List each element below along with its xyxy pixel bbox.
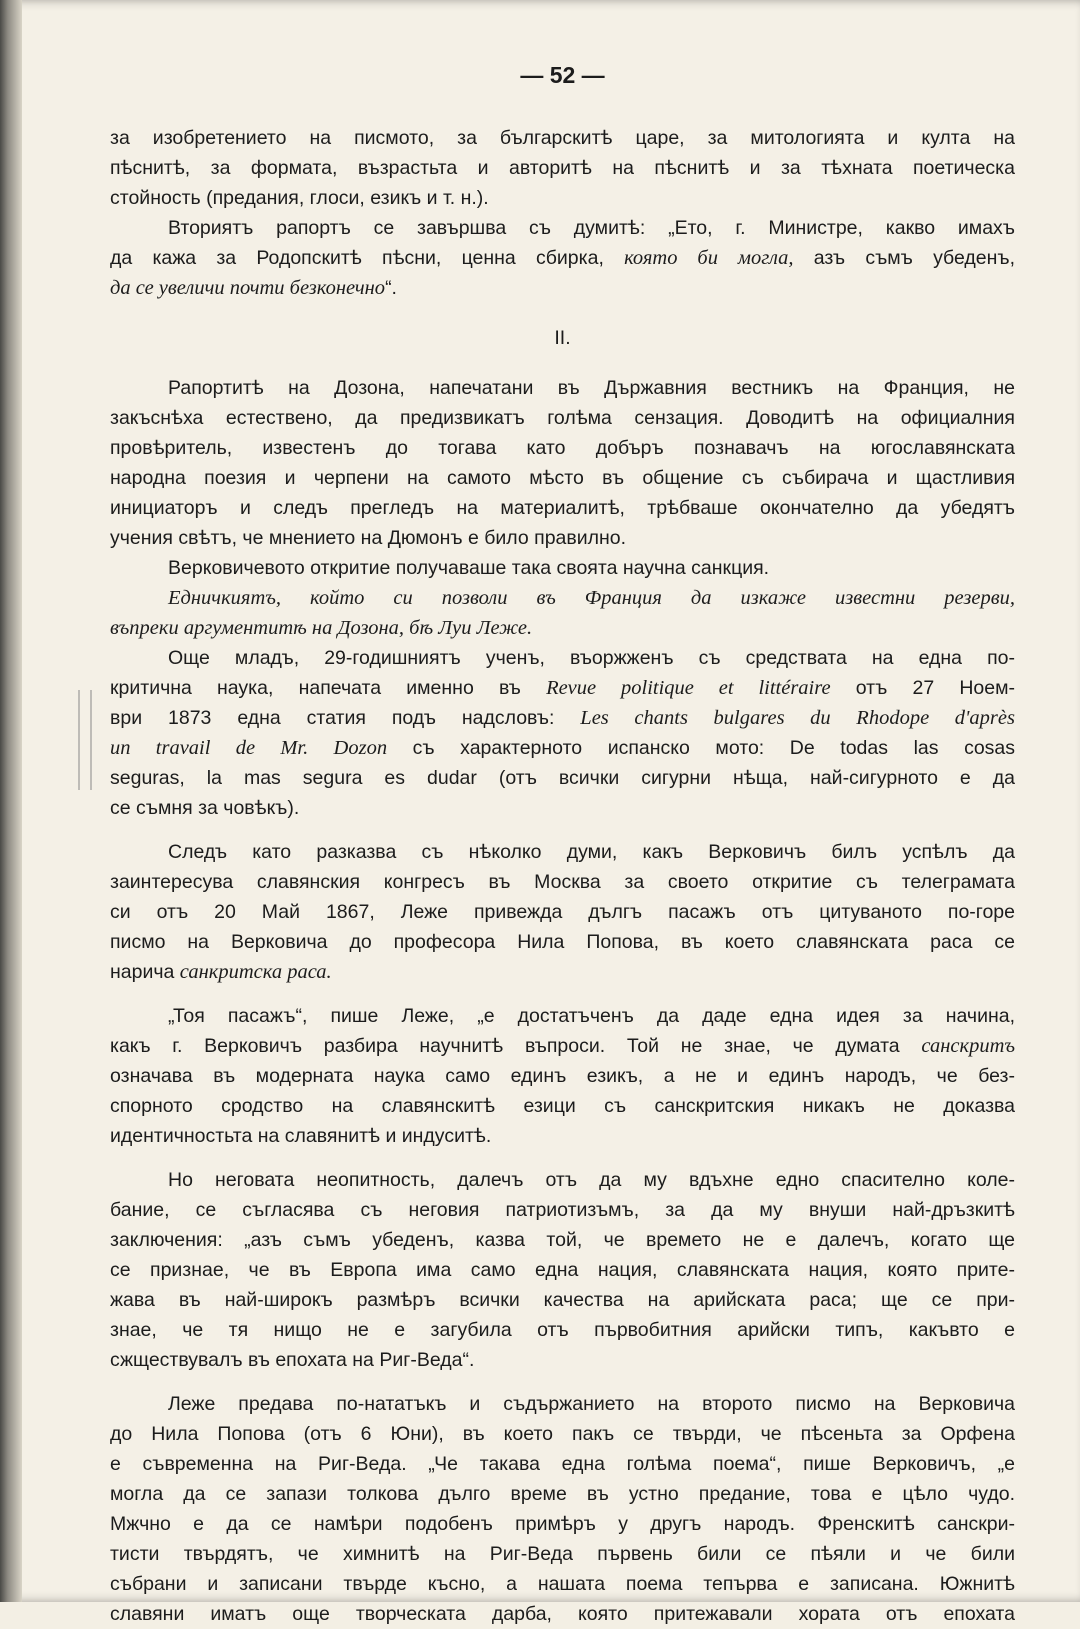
text-line: стойность (предания, глоси, езикъ и т. н.). — [110, 187, 489, 209]
italic-quote: да се увеличи почти безконечно — [110, 277, 386, 299]
text-line: учения свѣтъ, че мнението на Дюмонъ е било правилно. — [110, 527, 627, 549]
text-line: Но неговата неопитность, далечъ отъ да му вдъхне едно спасително коле- — [168, 1169, 1015, 1191]
text-line: Мжчно е да се намѣри подобенъ примѣръ у другъ народъ. Френскитѣ санскри- — [110, 1513, 1015, 1535]
text-line: какъ г. Верковичъ разбира научнитѣ въпроси. Той не знае, че думата санскритъ — [110, 1035, 1016, 1057]
paragraph-2 — [110, 213, 1015, 303]
paragraph-3 — [110, 373, 1015, 553]
text-line: сжществувалъ въ епохата на Риг-Веда“. — [110, 1349, 475, 1371]
text-line: пѣснитѣ, за формата, възрастьта и авторитѣ на пѣснитѣ и за тѣхната поетическа — [110, 157, 1015, 179]
text-line: да се увеличи почти безконечно“. — [110, 277, 397, 299]
text-line: за изобретението на писмото, за българскитѣ царе, за митологията и култа на — [110, 127, 1015, 149]
paragraph-7 — [110, 837, 1015, 987]
paragraph-6 — [110, 643, 1015, 823]
text-line: да кажа за Родопскитѣ пѣсни, ценна сбирка, която би могла, азъ съмъ убеденъ, — [110, 247, 1016, 269]
book-spine-shadow — [0, 0, 22, 1602]
italic-quote: която би могла, — [624, 247, 794, 269]
text-line: се съмня за човѣкъ). — [110, 797, 300, 819]
text-line: си отъ 20 Май 1867, Леже привежда дългъ пасажъ отъ цитуваното по-горе — [110, 901, 1015, 923]
text-line: нарича санкритска раса. — [110, 961, 332, 983]
text-line: Едничкиятъ, който си позволи въ Франция да изкаже известни резерви, — [168, 587, 1015, 609]
text-line: заинтересува славянския конгресъ въ Москва за своето откритие съ телеграмата — [110, 871, 1015, 893]
italic-title: un travail de Mr. Dozon — [110, 737, 388, 759]
text-line: означава въ модерната наука само единъ езикъ, а не и единъ народъ, че без- — [110, 1065, 1015, 1087]
text-line: въпреки аргументитѣ на Дозона, бѣ Луи Леже. — [110, 617, 533, 639]
paragraph-10 — [110, 1389, 1015, 1629]
text-line: Вториятъ рапортъ се завършва съ думитѣ: „Ето, г. Министре, какво имахъ — [168, 217, 1015, 239]
text-line: Следъ като разказва съ нѣколко думи, какъ Верковичъ билъ успѣлъ да — [168, 841, 1015, 863]
text-line: славяни иматъ още творческата дарба, която притежавали хората отъ епохата — [110, 1603, 1015, 1625]
text-line: ври 1873 една статия подъ надсловъ: Les chants bulgares du Rhodope d'après — [110, 707, 1015, 729]
text-line: знае, че тя нищо не е загубила отъ първобитния арийски типъ, какъвто е — [110, 1319, 1015, 1341]
paragraph-1 — [110, 123, 1015, 213]
italic-title: Les chants bulgares du Rhodope d'après — [580, 707, 1015, 729]
page-content — [110, 62, 1015, 1629]
text-line: „Тоя пасажъ“, пише Леже, „е достатъченъ да даде една идея за начина, — [168, 1005, 1015, 1027]
text-line: е съвременна на Риг-Веда. „Че такава една голѣма поема“, пише Верковичъ, „е — [110, 1453, 1015, 1475]
text-line: народна поезия и черпени на самото мѣсто въ общение съ събирача и щастливия — [110, 467, 1015, 489]
margin-pencil-mark — [78, 690, 92, 790]
text-line: писмо на Верковича до професора Нила Попова, въ което славянската раса се — [110, 931, 1015, 953]
text-line: закъснѣха естествено, да предизвикатъ голѣма сензация. Доводитѣ на официалния — [110, 407, 1015, 429]
text-line: се признае, че въ Европа има само една нация, славянската нация, която прите- — [110, 1259, 1015, 1281]
text-line: жава въ най-широкъ размѣръ всички качества на арийската раса; ще се при- — [110, 1289, 1015, 1311]
text-line: Още младъ, 29-годишниятъ ученъ, въоржженъ съ средствата на една по- — [168, 647, 1015, 669]
text-line: бание, се съгласява съ неговия патриотизъмъ, за да му внуши най-дръзкитѣ — [110, 1199, 1015, 1221]
italic-title: Revue politique et littéraire — [546, 677, 831, 699]
italic-term: санкритска раса. — [179, 961, 332, 983]
page-number: — 52 — — [520, 62, 605, 88]
text-line: критична наука, напечата именно въ Revue politique et littéraire отъ 27 Ноем- — [110, 677, 1016, 699]
paragraph-9 — [110, 1165, 1015, 1375]
text-line: могла да се запази толкова дълго време въ устно предание, това е цѣло чудо. — [110, 1483, 1015, 1505]
text-line: un travail de Mr. Dozon съ характерното испанско мото: De todas las cosas — [110, 737, 1016, 759]
text-line: до Нила Попова (отъ 6 Юни), въ което пакъ се твърди, че пѣсеньта за Орфена — [110, 1423, 1015, 1445]
text-line: провѣритель, известенъ до тогава като добъръ познавачъ на югославянската — [110, 437, 1015, 459]
text-line: seguras, la mas segura es dudar (отъ всички сигурни нѣща, най-сигурното е да — [110, 767, 1015, 789]
text-line: Рапортитѣ на Дозона, напечатани въ Държавния вестникъ на Франция, не — [168, 377, 1015, 399]
text-line: Леже предава по-нататъкъ и съдържанието на второто писмо на Верковича — [168, 1393, 1015, 1415]
section-heading: II. — [554, 327, 571, 349]
italic-term: санскритъ — [921, 1035, 1016, 1057]
paragraph-8 — [110, 1001, 1015, 1151]
text-line: събрани и записани твърде късно, а нашата поема тепърва е записана. Южнитѣ — [110, 1573, 1015, 1595]
paragraph-4: Верковичевото откритие получаваше така своята научна санкция. — [168, 557, 770, 579]
text-line: инициаторъ и следъ прегледъ на материалитѣ, трѣбваше окончателно да убедятъ — [110, 497, 1015, 519]
text-line: идентичностьта на славянитѣ и индуситѣ. — [110, 1125, 492, 1147]
text-line: спорното сродство на славянскитѣ езици съ санскритския никакъ не доказва — [110, 1095, 1015, 1117]
text-line: тисти твърдятъ, че химнитѣ на Риг-Веда първень били се пѣяли и че били — [110, 1543, 1015, 1565]
paragraph-5 — [110, 583, 1015, 643]
text-line: заключения: „азъ съмъ убеденъ, казва той, че времето не е далечъ, когато ще — [110, 1229, 1015, 1251]
